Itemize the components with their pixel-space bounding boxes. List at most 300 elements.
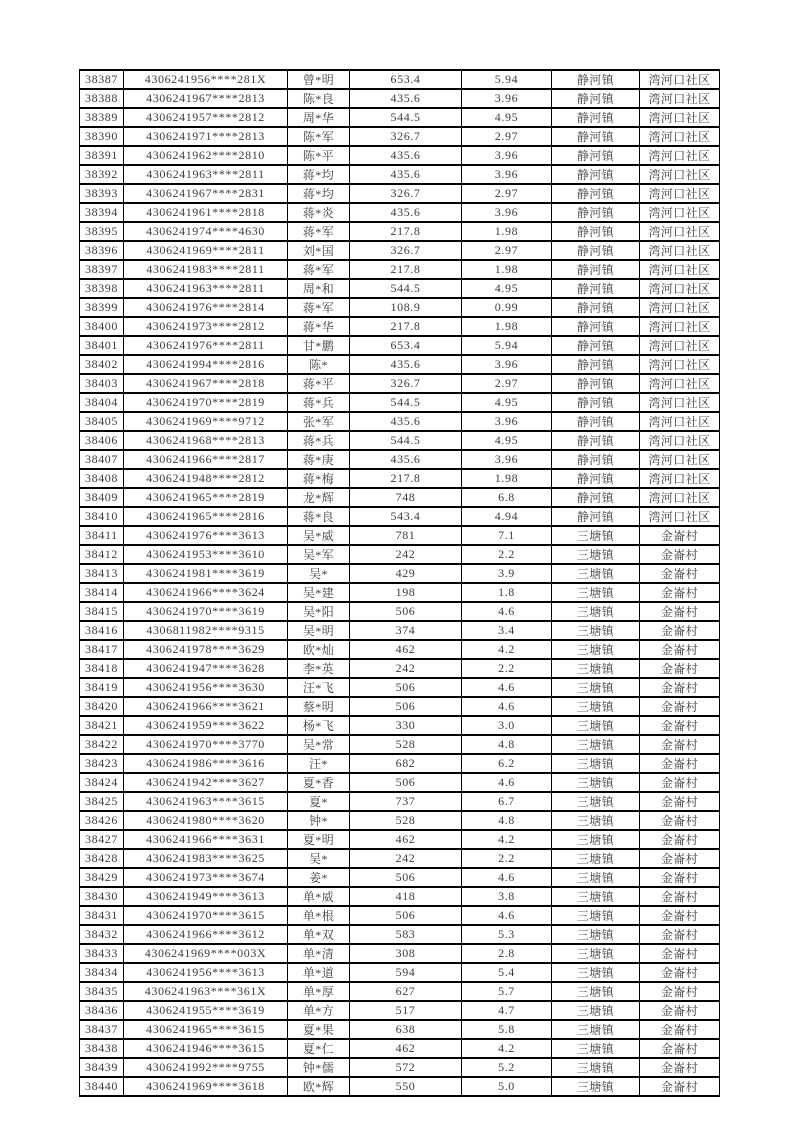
serial-cell: 38428 (80, 849, 124, 868)
amount-cell: 506 (350, 906, 462, 925)
rate-cell: 4.95 (462, 108, 552, 127)
table-row (80, 621, 720, 640)
town-cell: 静河镇 (552, 431, 640, 450)
town-cell: 三塘镇 (552, 811, 640, 830)
table-row (80, 108, 720, 127)
town-cell: 三塘镇 (552, 716, 640, 735)
town-cell: 静河镇 (552, 70, 640, 89)
village-cell: 湾河口社区 (640, 108, 720, 127)
table-row (80, 640, 720, 659)
name-cell: 甘*鹏 (288, 336, 350, 355)
rate-cell: 2.97 (462, 184, 552, 203)
amount-cell: 638 (350, 1020, 462, 1039)
table-row (80, 431, 720, 450)
table-row (80, 184, 720, 203)
id-number-cell: 4306241966****2817 (124, 450, 288, 469)
town-cell: 静河镇 (552, 165, 640, 184)
town-cell: 静河镇 (552, 222, 640, 241)
table-row (80, 659, 720, 678)
name-cell: 蒋*军 (288, 298, 350, 317)
amount-cell: 242 (350, 659, 462, 678)
table-row (80, 450, 720, 469)
id-number-cell: 4306241963****2811 (124, 165, 288, 184)
id-number-cell: 4306241970****2819 (124, 393, 288, 412)
rate-cell: 0.99 (462, 298, 552, 317)
id-number-cell: 4306241983****3625 (124, 849, 288, 868)
town-cell: 三塘镇 (552, 868, 640, 887)
town-cell: 三塘镇 (552, 1001, 640, 1020)
table-row (80, 754, 720, 773)
name-cell: 陈*军 (288, 127, 350, 146)
amount-cell: 435.6 (350, 355, 462, 374)
serial-cell: 38421 (80, 716, 124, 735)
table-row (80, 735, 720, 754)
rate-cell: 3.96 (462, 450, 552, 469)
amount-cell: 435.6 (350, 412, 462, 431)
amount-cell: 217.8 (350, 222, 462, 241)
table-row (80, 165, 720, 184)
rate-cell: 3.0 (462, 716, 552, 735)
serial-cell: 38415 (80, 602, 124, 621)
town-cell: 静河镇 (552, 336, 640, 355)
village-cell: 湾河口社区 (640, 507, 720, 526)
name-cell: 蒋*兵 (288, 431, 350, 450)
name-cell: 刘*国 (288, 241, 350, 260)
table-row (80, 773, 720, 792)
name-cell: 吴*威 (288, 526, 350, 545)
table-row (80, 602, 720, 621)
serial-cell: 38416 (80, 621, 124, 640)
serial-cell: 38392 (80, 165, 124, 184)
serial-cell: 38438 (80, 1039, 124, 1058)
village-cell: 湾河口社区 (640, 488, 720, 507)
name-cell: 张*军 (288, 412, 350, 431)
town-cell: 静河镇 (552, 374, 640, 393)
table-row (80, 469, 720, 488)
amount-cell: 528 (350, 811, 462, 830)
town-cell: 三塘镇 (552, 697, 640, 716)
town-cell: 三塘镇 (552, 906, 640, 925)
amount-cell: 435.6 (350, 203, 462, 222)
town-cell: 三塘镇 (552, 925, 640, 944)
rate-cell: 1.98 (462, 222, 552, 241)
name-cell: 陈*良 (288, 89, 350, 108)
rate-cell: 3.8 (462, 887, 552, 906)
serial-cell: 38410 (80, 507, 124, 526)
town-cell: 静河镇 (552, 450, 640, 469)
name-cell: 吴* (288, 564, 350, 583)
rate-cell: 5.4 (462, 963, 552, 982)
id-number-cell: 4306241976****2814 (124, 298, 288, 317)
town-cell: 三塘镇 (552, 773, 640, 792)
amount-cell: 572 (350, 1058, 462, 1077)
name-cell: 单*根 (288, 906, 350, 925)
town-cell: 三塘镇 (552, 526, 640, 545)
table-row (80, 146, 720, 165)
rate-cell: 4.8 (462, 811, 552, 830)
name-cell: 曾*明 (288, 70, 350, 89)
name-cell: 夏* (288, 792, 350, 811)
table-row (80, 944, 720, 963)
id-number-cell: 4306241981****3619 (124, 564, 288, 583)
village-cell: 湾河口社区 (640, 184, 720, 203)
table-row (80, 868, 720, 887)
id-number-cell: 4306241967****2813 (124, 89, 288, 108)
serial-cell: 38388 (80, 89, 124, 108)
amount-cell: 583 (350, 925, 462, 944)
amount-cell: 217.8 (350, 260, 462, 279)
id-number-cell: 4306241976****3613 (124, 526, 288, 545)
name-cell: 蒋*军 (288, 222, 350, 241)
rate-cell: 2.97 (462, 127, 552, 146)
serial-cell: 38412 (80, 545, 124, 564)
amount-cell: 627 (350, 982, 462, 1001)
village-cell: 金崙村 (640, 754, 720, 773)
village-cell: 金崙村 (640, 1058, 720, 1077)
serial-cell: 38439 (80, 1058, 124, 1077)
village-cell: 金崙村 (640, 944, 720, 963)
amount-cell: 242 (350, 545, 462, 564)
village-cell: 湾河口社区 (640, 355, 720, 374)
name-cell: 周*和 (288, 279, 350, 298)
village-cell: 湾河口社区 (640, 412, 720, 431)
id-number-cell: 4306241949****3613 (124, 887, 288, 906)
serial-cell: 38425 (80, 792, 124, 811)
rate-cell: 2.97 (462, 374, 552, 393)
table-row (80, 336, 720, 355)
serial-cell: 38394 (80, 203, 124, 222)
serial-cell: 38435 (80, 982, 124, 1001)
serial-cell: 38403 (80, 374, 124, 393)
amount-cell: 544.5 (350, 431, 462, 450)
rate-cell: 5.0 (462, 1077, 552, 1096)
name-cell: 吴*常 (288, 735, 350, 754)
name-cell: 蒋*华 (288, 317, 350, 336)
rate-cell: 3.96 (462, 165, 552, 184)
id-number-cell: 4306241969****3618 (124, 1077, 288, 1096)
village-cell: 金崙村 (640, 659, 720, 678)
amount-cell: 108.9 (350, 298, 462, 317)
amount-cell: 682 (350, 754, 462, 773)
serial-cell: 38398 (80, 279, 124, 298)
table-row (80, 1039, 720, 1058)
serial-cell: 38418 (80, 659, 124, 678)
amount-cell: 462 (350, 640, 462, 659)
village-cell: 湾河口社区 (640, 317, 720, 336)
town-cell: 静河镇 (552, 355, 640, 374)
village-cell: 金崙村 (640, 811, 720, 830)
rate-cell: 5.8 (462, 1020, 552, 1039)
rate-cell: 3.9 (462, 564, 552, 583)
village-cell: 金崙村 (640, 1039, 720, 1058)
village-cell: 湾河口社区 (640, 431, 720, 450)
village-cell: 金崙村 (640, 697, 720, 716)
id-number-cell: 4306241969****003X (124, 944, 288, 963)
table-row (80, 811, 720, 830)
town-cell: 静河镇 (552, 279, 640, 298)
amount-cell: 550 (350, 1077, 462, 1096)
village-cell: 金崙村 (640, 963, 720, 982)
id-number-cell: 4306241983****2811 (124, 260, 288, 279)
amount-cell: 462 (350, 830, 462, 849)
town-cell: 静河镇 (552, 241, 640, 260)
town-cell: 三塘镇 (552, 792, 640, 811)
table-row (80, 412, 720, 431)
name-cell: 单*清 (288, 944, 350, 963)
rate-cell: 1.98 (462, 317, 552, 336)
town-cell: 三塘镇 (552, 621, 640, 640)
amount-cell: 517 (350, 1001, 462, 1020)
town-cell: 三塘镇 (552, 849, 640, 868)
name-cell: 欧*辉 (288, 1077, 350, 1096)
rate-cell: 1.98 (462, 469, 552, 488)
id-number-cell: 4306241966****3621 (124, 697, 288, 716)
amount-cell: 544.5 (350, 393, 462, 412)
amount-cell: 330 (350, 716, 462, 735)
village-cell: 金崙村 (640, 602, 720, 621)
name-cell: 吴*明 (288, 621, 350, 640)
serial-cell: 38414 (80, 583, 124, 602)
village-cell: 金崙村 (640, 1020, 720, 1039)
name-cell: 蒋*炎 (288, 203, 350, 222)
town-cell: 静河镇 (552, 108, 640, 127)
town-cell: 三塘镇 (552, 1077, 640, 1096)
village-cell: 金崙村 (640, 526, 720, 545)
village-cell: 金崙村 (640, 545, 720, 564)
rate-cell: 6.8 (462, 488, 552, 507)
id-number-cell: 4306241967****2818 (124, 374, 288, 393)
rate-cell: 6.2 (462, 754, 552, 773)
village-cell: 湾河口社区 (640, 298, 720, 317)
serial-cell: 38406 (80, 431, 124, 450)
id-number-cell: 4306241966****3624 (124, 583, 288, 602)
town-cell: 三塘镇 (552, 1058, 640, 1077)
name-cell: 蒋*庚 (288, 450, 350, 469)
rate-cell: 4.6 (462, 868, 552, 887)
rate-cell: 4.8 (462, 735, 552, 754)
town-cell: 三塘镇 (552, 1039, 640, 1058)
village-cell: 湾河口社区 (640, 89, 720, 108)
beneficiary-table-body (80, 70, 720, 1096)
serial-cell: 38431 (80, 906, 124, 925)
village-cell: 湾河口社区 (640, 241, 720, 260)
village-cell: 湾河口社区 (640, 336, 720, 355)
town-cell: 静河镇 (552, 127, 640, 146)
id-number-cell: 4306241948****2812 (124, 469, 288, 488)
table-row (80, 222, 720, 241)
name-cell: 夏*香 (288, 773, 350, 792)
amount-cell: 737 (350, 792, 462, 811)
serial-cell: 38417 (80, 640, 124, 659)
serial-cell: 38395 (80, 222, 124, 241)
amount-cell: 429 (350, 564, 462, 583)
rate-cell: 4.2 (462, 830, 552, 849)
amount-cell: 326.7 (350, 374, 462, 393)
village-cell: 金崙村 (640, 564, 720, 583)
town-cell: 静河镇 (552, 260, 640, 279)
table-row (80, 583, 720, 602)
amount-cell: 506 (350, 773, 462, 792)
village-cell: 金崙村 (640, 621, 720, 640)
id-number-cell: 4306241969****9712 (124, 412, 288, 431)
id-number-cell: 4306241965****3615 (124, 1020, 288, 1039)
serial-cell: 38440 (80, 1077, 124, 1096)
amount-cell: 506 (350, 868, 462, 887)
id-number-cell: 4306241965****2819 (124, 488, 288, 507)
id-number-cell: 4306241970****3770 (124, 735, 288, 754)
town-cell: 静河镇 (552, 317, 640, 336)
amount-cell: 418 (350, 887, 462, 906)
village-cell: 金崙村 (640, 849, 720, 868)
name-cell: 夏*仁 (288, 1039, 350, 1058)
id-number-cell: 4306241968****2813 (124, 431, 288, 450)
name-cell: 蒋*平 (288, 374, 350, 393)
amount-cell: 544.5 (350, 108, 462, 127)
name-cell: 钟*儒 (288, 1058, 350, 1077)
id-number-cell: 4306811982****9315 (124, 621, 288, 640)
id-number-cell: 4306241967****2831 (124, 184, 288, 203)
rate-cell: 3.4 (462, 621, 552, 640)
village-cell: 湾河口社区 (640, 70, 720, 89)
serial-cell: 38391 (80, 146, 124, 165)
serial-cell: 38432 (80, 925, 124, 944)
name-cell: 吴* (288, 849, 350, 868)
amount-cell: 326.7 (350, 127, 462, 146)
town-cell: 三塘镇 (552, 754, 640, 773)
town-cell: 三塘镇 (552, 944, 640, 963)
amount-cell: 217.8 (350, 469, 462, 488)
table-row (80, 697, 720, 716)
amount-cell: 748 (350, 488, 462, 507)
amount-cell: 653.4 (350, 336, 462, 355)
name-cell: 陈*平 (288, 146, 350, 165)
serial-cell: 38423 (80, 754, 124, 773)
rate-cell: 2.97 (462, 241, 552, 260)
id-number-cell: 4306241974****4630 (124, 222, 288, 241)
table-row (80, 792, 720, 811)
id-number-cell: 4306241969****2811 (124, 241, 288, 260)
village-cell: 湾河口社区 (640, 203, 720, 222)
village-cell: 湾河口社区 (640, 469, 720, 488)
serial-cell: 38437 (80, 1020, 124, 1039)
rate-cell: 4.6 (462, 602, 552, 621)
name-cell: 单*双 (288, 925, 350, 944)
table-row (80, 564, 720, 583)
name-cell: 钟* (288, 811, 350, 830)
rate-cell: 2.8 (462, 944, 552, 963)
serial-cell: 38420 (80, 697, 124, 716)
serial-cell: 38408 (80, 469, 124, 488)
id-number-cell: 4306241959****3622 (124, 716, 288, 735)
table-row (80, 507, 720, 526)
serial-cell: 38399 (80, 298, 124, 317)
rate-cell: 4.2 (462, 640, 552, 659)
id-number-cell: 4306241946****3615 (124, 1039, 288, 1058)
amount-cell: 781 (350, 526, 462, 545)
serial-cell: 38411 (80, 526, 124, 545)
rate-cell: 4.6 (462, 773, 552, 792)
rate-cell: 1.98 (462, 260, 552, 279)
rate-cell: 7.1 (462, 526, 552, 545)
serial-cell: 38433 (80, 944, 124, 963)
table-row (80, 678, 720, 697)
amount-cell: 528 (350, 735, 462, 754)
rate-cell: 4.6 (462, 697, 552, 716)
town-cell: 三塘镇 (552, 887, 640, 906)
rate-cell: 4.94 (462, 507, 552, 526)
name-cell: 蒋*军 (288, 260, 350, 279)
name-cell: 汪* (288, 754, 350, 773)
serial-cell: 38407 (80, 450, 124, 469)
rate-cell: 3.96 (462, 203, 552, 222)
amount-cell: 242 (350, 849, 462, 868)
id-number-cell: 4306241956****281X (124, 70, 288, 89)
amount-cell: 506 (350, 697, 462, 716)
amount-cell: 374 (350, 621, 462, 640)
name-cell: 单*道 (288, 963, 350, 982)
name-cell: 汪*飞 (288, 678, 350, 697)
village-cell: 湾河口社区 (640, 279, 720, 298)
name-cell: 单*方 (288, 1001, 350, 1020)
village-cell: 金崙村 (640, 583, 720, 602)
amount-cell: 308 (350, 944, 462, 963)
id-number-cell: 4306241973****2812 (124, 317, 288, 336)
town-cell: 三塘镇 (552, 1020, 640, 1039)
amount-cell: 462 (350, 1039, 462, 1058)
id-number-cell: 4306241955****3619 (124, 1001, 288, 1020)
town-cell: 三塘镇 (552, 583, 640, 602)
amount-cell: 326.7 (350, 241, 462, 260)
village-cell: 金崙村 (640, 773, 720, 792)
town-cell: 静河镇 (552, 203, 640, 222)
id-number-cell: 4306241973****3674 (124, 868, 288, 887)
village-cell: 金崙村 (640, 678, 720, 697)
name-cell: 夏*明 (288, 830, 350, 849)
beneficiary-table (79, 69, 720, 1097)
town-cell: 三塘镇 (552, 963, 640, 982)
table-row (80, 887, 720, 906)
id-number-cell: 4306241963****3615 (124, 792, 288, 811)
rate-cell: 4.6 (462, 678, 552, 697)
rate-cell: 2.2 (462, 849, 552, 868)
table-row (80, 279, 720, 298)
town-cell: 静河镇 (552, 89, 640, 108)
table-row (80, 374, 720, 393)
name-cell: 姜* (288, 868, 350, 887)
id-number-cell: 4306241962****2810 (124, 146, 288, 165)
table-row (80, 89, 720, 108)
table-row (80, 355, 720, 374)
amount-cell: 198 (350, 583, 462, 602)
town-cell: 静河镇 (552, 488, 640, 507)
village-cell: 金崙村 (640, 830, 720, 849)
id-number-cell: 4306241942****3627 (124, 773, 288, 792)
amount-cell: 435.6 (350, 89, 462, 108)
name-cell: 蒋*均 (288, 184, 350, 203)
serial-cell: 38424 (80, 773, 124, 792)
town-cell: 静河镇 (552, 146, 640, 165)
table-row (80, 830, 720, 849)
id-number-cell: 4306241970****3619 (124, 602, 288, 621)
town-cell: 静河镇 (552, 393, 640, 412)
serial-cell: 38426 (80, 811, 124, 830)
id-number-cell: 4306241965****2816 (124, 507, 288, 526)
rate-cell: 2.2 (462, 659, 552, 678)
table-row (80, 925, 720, 944)
village-cell: 金崙村 (640, 1001, 720, 1020)
town-cell: 静河镇 (552, 298, 640, 317)
serial-cell: 38401 (80, 336, 124, 355)
